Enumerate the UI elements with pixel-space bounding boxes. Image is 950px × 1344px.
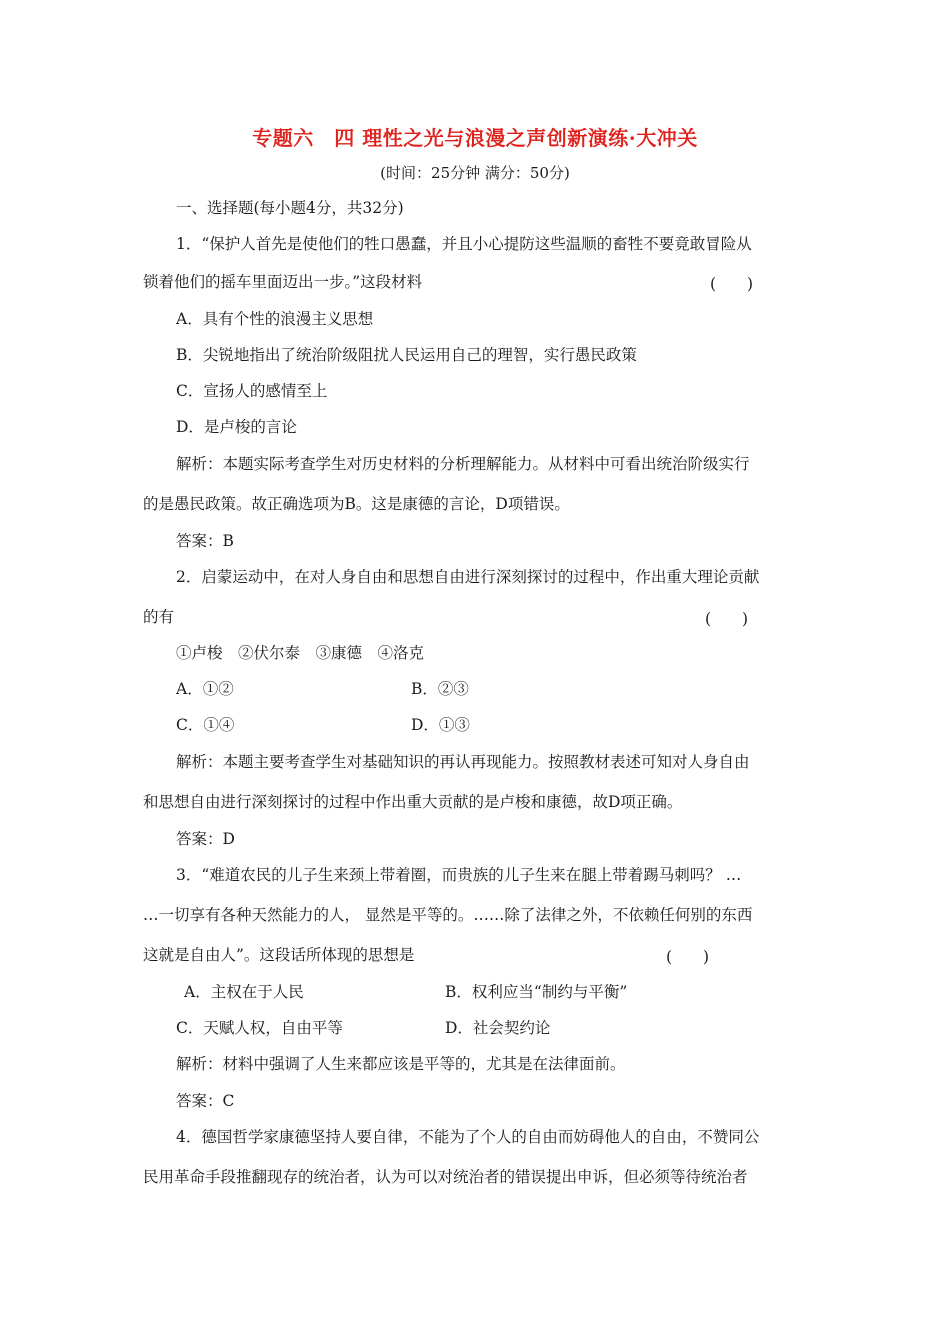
- q2-items: ①卢梭 ②伏尔泰 ③康德 ④洛克: [176, 644, 425, 662]
- q3-answer: 答案：C: [176, 1092, 235, 1110]
- q1-answer: 答案：B: [176, 532, 234, 550]
- q2-stem-line-2: 的有: [143, 608, 175, 626]
- q3-option-a: A．主权在于人民: [184, 983, 304, 1001]
- q2-answer: 答案：D: [176, 830, 235, 848]
- q1-answer-blank: ( ): [710, 275, 754, 293]
- q1-option-b: B．尖锐地指出了统治阶级阻扰人民运用自己的理智，实行愚民政策: [176, 346, 637, 364]
- section-heading: 一、选择题(每小题4分，共32分): [176, 199, 404, 217]
- q3-option-b: B．权利应当“制约与平衡”: [445, 983, 628, 1001]
- q3-stem-line-1: 3．“难道农民的儿子生来颈上带着圈，而贵族的儿子生来在腿上带着踢马刺吗？ …: [176, 866, 742, 884]
- q3-stem-line-2: …一切享有各种天然能力的人， 显然是平等的。……除了法律之外，不依赖任何别的东西: [143, 906, 753, 924]
- q4-stem-line-1: 4．德国哲学家康德坚持人要自律，不能为了个人的自由而妨碍他人的自由，不赞同公: [176, 1128, 760, 1146]
- q2-option-a: A．①②: [176, 680, 234, 698]
- q2-answer-blank: ( ): [705, 610, 749, 628]
- q2-option-d: D．①③: [411, 716, 470, 734]
- q3-analysis-line-1: 解析：材料中强调了人生来都应该是平等的，尤其是在法律面前。: [176, 1055, 626, 1073]
- q3-option-c: C．天赋人权，自由平等: [176, 1019, 343, 1037]
- q2-analysis-line-1: 解析：本题主要考查学生对基础知识的再认再现能力。按照教材表述可知对人身自由: [176, 753, 750, 771]
- q1-stem-line-2: 锁着他们的摇车里面迈出一步。”这段材料: [143, 273, 423, 291]
- page-subtitle: (时间：25分钟 满分：50分): [380, 164, 570, 182]
- q1-stem-line-1: 1．“保护人首先是使他们的牲口愚蠢，并且小心提防这些温顺的畜牲不要竟敢冒险从: [176, 235, 752, 253]
- q2-analysis-line-2: 和思想自由进行深刻探讨的过程中作出重大贡献的是卢梭和康德，故D项正确。: [143, 793, 683, 811]
- q2-option-c: C．①④: [176, 716, 235, 734]
- q1-option-c: C．宣扬人的感情至上: [176, 382, 328, 400]
- q1-analysis-line-1: 解析：本题实际考查学生对历史材料的分析理解能力。从材料中可看出统治阶级实行: [176, 455, 750, 473]
- q3-option-d: D．社会契约论: [445, 1019, 551, 1037]
- page-title: 专题六 四 理性之光与浪漫之声创新演练·大冲关: [252, 126, 698, 150]
- q1-option-a: A．具有个性的浪漫主义思想: [176, 310, 374, 328]
- q3-answer-blank: ( ): [666, 948, 710, 966]
- q2-stem-line-1: 2．启蒙运动中，在对人身自由和思想自由进行深刻探讨的过程中，作出重大理论贡献: [176, 568, 760, 586]
- q3-stem-line-3: 这就是自由人”。这段话所体现的思想是: [143, 946, 415, 964]
- q2-option-b: B．②③: [411, 680, 469, 698]
- q4-stem-line-2: 民用革命手段推翻现存的统治者，认为可以对统治者的错误提出申诉，但必须等待统治者: [143, 1168, 748, 1186]
- q1-analysis-line-2: 的是愚民政策。故正确选项为B。这是康德的言论，D项错误。: [143, 495, 570, 513]
- q1-option-d: D．是卢梭的言论: [176, 418, 297, 436]
